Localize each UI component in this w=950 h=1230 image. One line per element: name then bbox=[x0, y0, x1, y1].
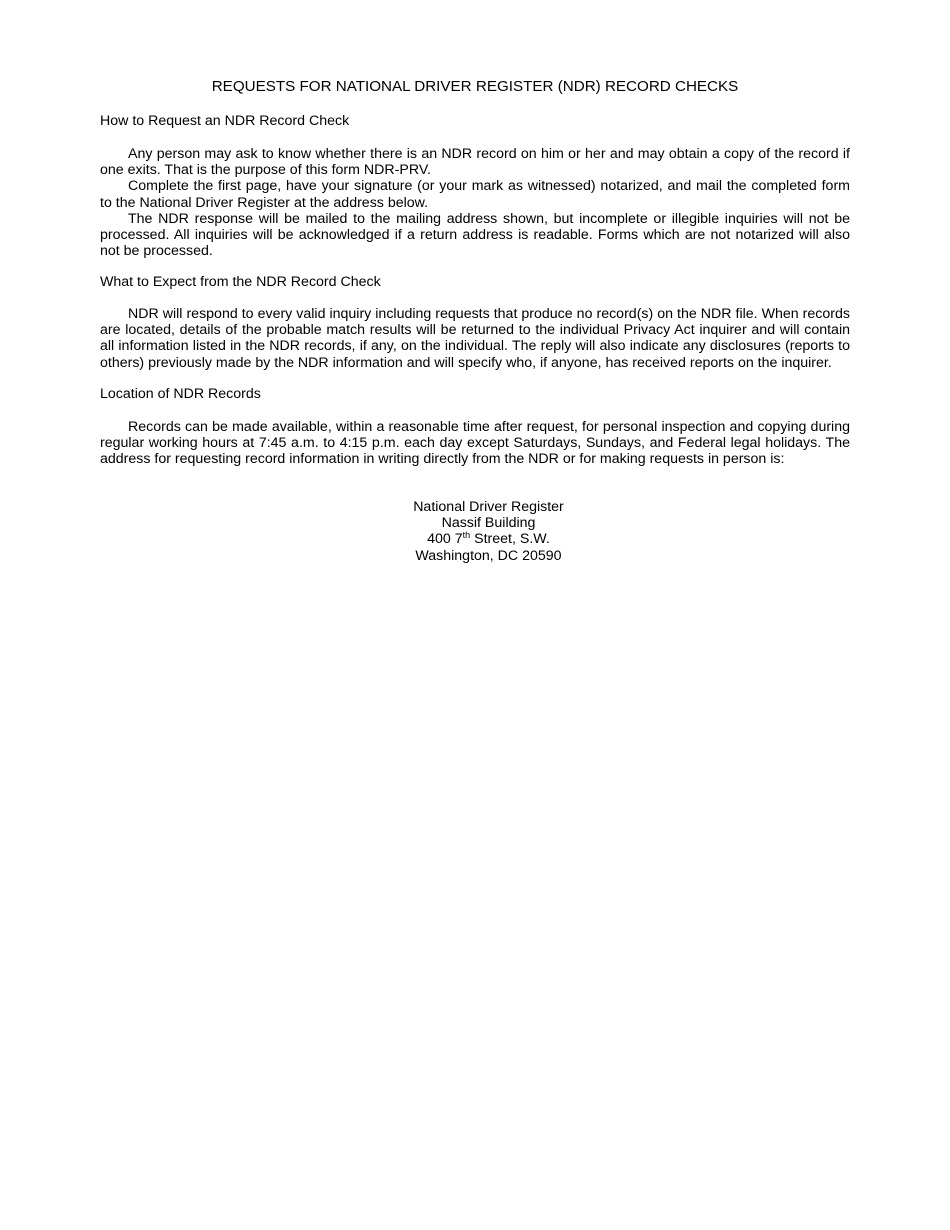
section-body-how-to-request bbox=[100, 146, 850, 259]
paragraph: Complete the first page, have your signature (or your mark as witnessed) notarized, and mail the completed form to the National Driver Register at the address below. bbox=[100, 178, 850, 211]
section-body-location bbox=[100, 419, 850, 468]
section-heading-how-to-request: How to Request an NDR Record Check bbox=[100, 113, 350, 129]
page-title: REQUESTS FOR NATIONAL DRIVER REGISTER (NDR) RECORD CHECKS bbox=[211, 78, 739, 95]
paragraph: Any person may ask to know whether there is an NDR record on him or her and may obtain a copy of the record if one exits. That is the purpose of this form NDR-PRV. bbox=[100, 146, 850, 179]
address-line-organization: National Driver Register bbox=[413, 499, 564, 515]
paragraph: The NDR response will be mailed to the mailing address shown, but incomplete or illegible inquiries will not be processed. All inquiries will be acknowledged if a return address is readable. Forms which are not notarized will also not be processed. bbox=[100, 210, 850, 260]
section-heading-what-to-expect: What to Expect from the NDR Record Check bbox=[100, 274, 381, 290]
address-line-building: Nassif Building bbox=[441, 515, 536, 532]
street-name: Street, S.W. bbox=[470, 531, 550, 548]
mailing-address bbox=[100, 499, 877, 564]
address-line-city: Washington, DC 20590 bbox=[415, 547, 562, 564]
street-ordinal-suffix: th bbox=[462, 530, 471, 541]
paragraph: Records can be made available, within a reasonable time after request, for personal inspection and copying during regular working hours at 7:45 a.m. to 4:15 p.m. each day except Saturdays, Sundays, and Federal legal holidays. The address for requesting record information in writing directly from the NDR or for making requests in person is: bbox=[100, 419, 850, 468]
street-number: 400 7 bbox=[427, 531, 463, 548]
section-body-what-to-expect bbox=[100, 306, 850, 371]
paragraph: NDR will respond to every valid inquiry including requests that produce no record(s) on the NDR file. When records are located, details of the probable match results will be returned to the individual Privacy Act inquirer and will contain all information listed in the NDR records, if any, on the individual. The reply will also indicate any disclosures (reports to others) previously made by the NDR information and will specify who, if anyone, has received reports on the inquirer. bbox=[100, 306, 850, 371]
address-line-street bbox=[100, 531, 877, 547]
section-heading-location: Location of NDR Records bbox=[100, 386, 261, 402]
